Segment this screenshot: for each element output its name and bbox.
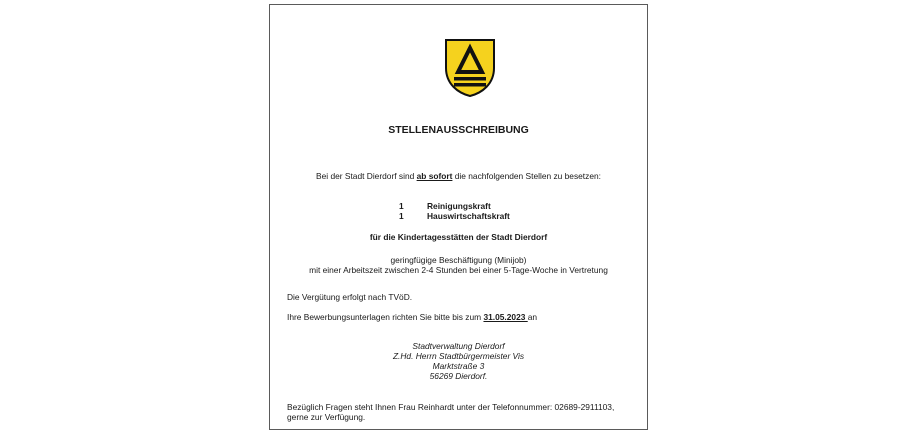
position-name: Reinigungskraft [427,201,491,211]
contact-line: Bezüglich Fragen steht Ihnen Frau Reinhardt unter der Telefonnummer: 02689-2911103, [287,402,615,412]
employment-type: geringfügige Beschäftigung (Minijob) [390,255,527,265]
address-line: Marktstraße 3 [432,361,485,371]
document-title: STELLENAUSSCHREIBUNG [388,124,529,136]
job-posting-document [269,4,648,430]
deadline-paragraph [287,312,537,322]
salary-note: Die Vergütung erfolgt nach TVöD. [287,292,413,302]
address-line: 56269 Dierdorf. [429,371,488,381]
deadline-text-after: an [527,312,538,322]
coat-of-arms-icon [444,38,496,98]
deadline-date: 31.05.2023 [483,312,528,322]
position-name: Hauswirtschaftskraft [427,211,510,221]
working-hours: mit einer Arbeitszeit zwischen 2-4 Stunden bei einer 5-Tage-Woche in Vertretung [309,265,608,275]
address-line: Z.Hd. Herrn Stadtbürgermeister Vis [392,351,525,361]
intro-emphasis: ab sofort [416,171,453,181]
intro-paragraph [270,171,647,181]
position-count: 1 [399,211,404,221]
intro-text-after: die nachfolgenden Stellen zu besetzen: [452,171,601,181]
deadline-text-before: Ihre Bewerbungsunterlagen richten Sie bitte bis zum [287,312,484,322]
contact-line: gerne zur Verfügung. [287,412,366,422]
position-count: 1 [399,201,404,211]
address-line: Stadtverwaltung Dierdorf [412,341,505,351]
subheading: für die Kindertagesstätten der Stadt Dierdorf [369,232,548,242]
intro-text-before: Bei der Stadt Dierdorf sind [316,171,417,181]
